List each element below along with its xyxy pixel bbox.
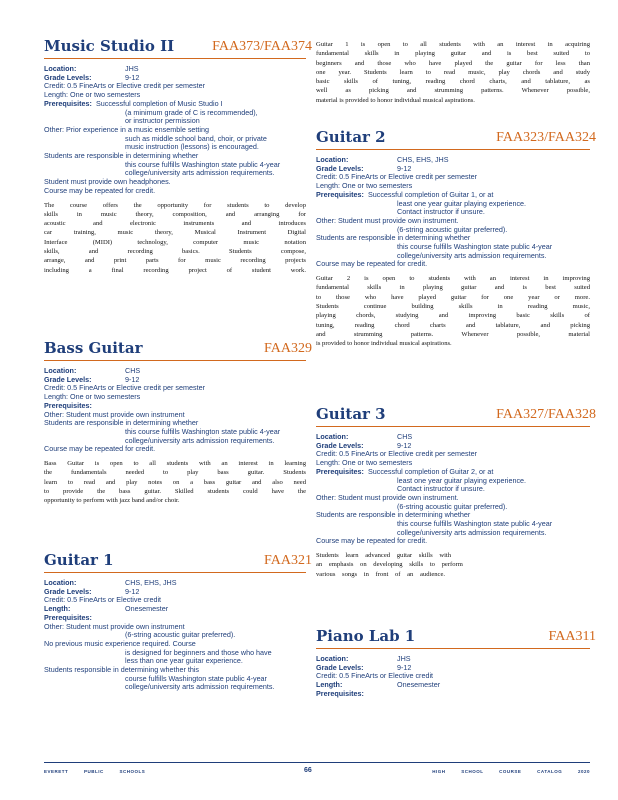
course-code: FAA323/FAA324	[496, 130, 596, 145]
grade-value: 9-12	[125, 586, 140, 596]
course-title: Piano Lab 1	[316, 627, 416, 645]
location-value: JHS	[125, 64, 139, 73]
course-piano-lab-1	[316, 626, 596, 699]
description-line: Students continue building skills in reading music,	[316, 303, 590, 311]
length-label: Length:	[316, 680, 343, 690]
grade-value: 9-12	[125, 374, 140, 384]
credit-line: Credit: 0.5 FineArts or Elective credit per semester	[44, 383, 205, 393]
course-info	[44, 65, 306, 196]
course-code: FAA373/FAA374	[212, 39, 312, 54]
course-code: FAA329	[264, 341, 312, 356]
length-value: Onesemester	[125, 604, 169, 614]
credit-line: Credit: 0.5 FineArts or Elective credit	[316, 671, 434, 681]
description-line: The course offers the opportunity for students to develop	[44, 201, 306, 209]
description-line: and strumming patterns. Whenever possible, material	[316, 330, 590, 338]
repeat-note: Course may be repeated for credit.	[316, 536, 428, 546]
credit-line: Credit: 0.5 FineArts or Elective credit per semester	[316, 172, 477, 182]
location-value: CHS	[397, 432, 413, 441]
location-value: CHS, EHS, JHS	[125, 578, 177, 587]
prereq-line: or instructor permission	[125, 116, 200, 126]
description-line: Guitar 2 is open to students with an interest in improving	[316, 275, 590, 283]
grade-label: Grade Levels:	[316, 662, 364, 672]
location-value: CHS	[125, 366, 141, 375]
other-line: music instruction (lessons) is encouraged.	[125, 142, 259, 152]
description-line: Bass Guitar is open to all students with an interest in learning	[44, 460, 306, 468]
other-line: Other: Prior experience in a music ensemble setting	[44, 124, 209, 134]
description-line: arrange, and print parts for music recording projects	[44, 257, 306, 265]
course-title: Bass Guitar	[44, 339, 143, 357]
description-line: to provide the bass guitar. Skilled students could have the	[44, 487, 306, 495]
prereq-label: Prerequisites:	[316, 189, 364, 199]
course-code: FAA311	[548, 629, 596, 644]
course-title: Guitar 1	[44, 551, 114, 569]
responsibility-line: college/university arts admission requirements.	[125, 168, 275, 178]
prereq-label: Prerequisites:	[44, 98, 92, 108]
course-code: FAA327/FAA328	[496, 407, 596, 422]
responsibility-line: this course fulfills Washington state public 4-year	[397, 242, 553, 252]
prereq-line: Contact instructor if unsure.	[397, 207, 485, 217]
other-line: Other: Student must provide own instrument.	[316, 215, 459, 225]
course-info	[316, 655, 590, 699]
repeat-note: Course may be repeated for credit.	[44, 185, 156, 195]
length-label: Length:	[44, 604, 71, 614]
description-line: fundamental skills in playing guitar and is best suited to	[316, 50, 590, 58]
responsibility-line: this course fulfills Washington state public 4-year	[125, 426, 281, 436]
other-line: (6-string acoustic guitar preferred).	[397, 224, 508, 234]
responsibility-line: this course fulfills Washington state public 4-year	[397, 519, 553, 529]
prereq-label: Prerequisites:	[316, 466, 364, 476]
description-line: Students learn advanced guitar skills with	[316, 552, 452, 560]
length-value: Onesemester	[397, 680, 441, 690]
responsibility-line: college/university arts admission requirements.	[397, 250, 547, 260]
location-label: Location:	[44, 366, 77, 375]
prereq-line: Contact instructor if unsure.	[397, 484, 485, 494]
credit-line: Credit: 0.5 FineArts or Elective credit	[44, 595, 162, 605]
description-line: various songs in front of an audience.	[316, 570, 446, 578]
grade-value: 9-12	[397, 662, 412, 672]
responsibility-line: college/university arts admission requirements.	[125, 682, 275, 692]
prereq-line: least one year guitar playing experience.	[397, 198, 527, 208]
description-line: Guitar 1 is open to all students with an interest in acquiring	[316, 41, 590, 48]
description-line: beginners and those who have played the guitar for less than	[316, 59, 590, 67]
other-line: Other: Student must provide own instrument	[44, 409, 185, 419]
course-header	[316, 127, 596, 150]
responsibility-line: Students are responsible in determining whether	[44, 151, 199, 161]
other-line: (6-string acoustic guitar preferred).	[397, 501, 508, 511]
length-line: Length: One or two semesters	[316, 181, 413, 191]
footer-district: EVERETT PUBLIC SCHOOLS	[44, 769, 146, 774]
location-label: Location:	[316, 432, 349, 441]
responsibility-line: course fulfills Washington state public 4-year	[125, 673, 267, 683]
description-line: tuning, reading chord charts and tablature, and picking	[316, 321, 590, 329]
repeat-note: Course may be repeated for credit.	[44, 444, 156, 454]
course-description	[316, 551, 590, 579]
grade-label: Grade Levels:	[44, 374, 92, 384]
location-label: Location:	[44, 64, 77, 73]
course-header	[44, 338, 312, 361]
course-info	[44, 367, 306, 454]
description-line: skills in music theory, composition, and arranging for	[44, 210, 306, 218]
description-line: acoustic and electronic instruments and introduces	[44, 220, 306, 228]
description-line: well as picking and strumming patterns. Whenever possible,	[316, 87, 590, 95]
course-title: Guitar 2	[316, 128, 386, 146]
description-line: Interface (MIDI) technology, computer music notation	[44, 238, 306, 246]
description-line: opportunity to perform with jazz band and/or choir.	[44, 497, 180, 505]
other-line: (6-string acoustic guitar preferred).	[125, 630, 236, 640]
description-line: learn to read and play notes on a bass guitar and also need	[44, 478, 306, 486]
experience-line: No previous music experience required. Course	[44, 638, 196, 648]
course-header	[316, 404, 596, 427]
prereq-value: Successful completion of Music Studio I	[95, 98, 223, 108]
description-line: material is provided to honor individual musical aspirations.	[316, 96, 475, 104]
description-line: skills, and recording basics. Students compose,	[44, 248, 306, 256]
description-line: fundamental skills in playing guitar and is best suited	[316, 284, 590, 292]
responsibility-line: Students are responsible in determining whether	[316, 510, 471, 520]
course-info	[316, 156, 590, 269]
prereq-value: Successful completion of Guitar 2, or at	[367, 466, 494, 476]
location-label: Location:	[44, 578, 77, 587]
description-line: basic skills of tuning, reading chord charts, and tablature, as	[316, 78, 590, 86]
grade-label: Grade Levels:	[316, 440, 364, 450]
course-guitar-1	[44, 550, 312, 692]
length-line: Length: One or two semesters	[44, 392, 141, 402]
headphones-note: Student must provide own headphones.	[44, 177, 171, 187]
course-header	[44, 550, 312, 573]
grade-label: Grade Levels:	[44, 586, 92, 596]
course-description	[44, 459, 306, 505]
description-line: an emphasis on developing skills to perform	[316, 561, 463, 569]
repeat-note: Course may be repeated for credit.	[316, 259, 428, 269]
credit-line: Credit: 0.5 FineArts or Elective credit per semester	[316, 449, 477, 459]
credit-line: Credit: 0.5 FineArts or Elective credit per semester	[44, 81, 205, 91]
course-description	[44, 201, 306, 275]
course-description	[316, 40, 590, 105]
experience-line: less than one year guitar experience.	[125, 656, 243, 666]
course-title: Guitar 3	[316, 405, 386, 423]
course-bass-guitar	[44, 338, 312, 506]
prereq-line: least one year guitar playing experience.	[397, 475, 527, 485]
course-guitar-2	[316, 127, 596, 349]
course-title: Music Studio II	[44, 37, 175, 55]
description-line: the fundamentals needed to play bass guitar. Students	[44, 469, 306, 477]
course-header	[44, 36, 312, 59]
course-info	[44, 579, 306, 692]
description-line: to those who have played guitar for one year or more.	[316, 293, 590, 301]
responsibility-line: college/university arts admission requirements.	[125, 435, 275, 445]
prereq-label: Prerequisites:	[44, 612, 92, 622]
location-value: CHS, EHS, JHS	[397, 155, 449, 164]
prereq-label: Prerequisites:	[316, 688, 364, 698]
page-footer	[44, 762, 590, 783]
responsibility-line: Students are responsible in determining whether	[316, 233, 471, 243]
course-music-studio-2	[44, 36, 312, 275]
responsibility-line: college/university arts admission requirements.	[397, 527, 547, 537]
location-value: JHS	[397, 654, 411, 663]
course-info	[316, 433, 590, 546]
footer-catalog: HIGH SCHOOL COURSE CATALOG 2020	[432, 769, 590, 774]
other-line: Other: Student must provide own instrument	[44, 621, 185, 631]
description-line: is provided to honor individual musical aspirations.	[316, 340, 452, 348]
length-line: Length: One or two semesters	[316, 458, 413, 468]
responsibility-line: this course fulfills Washington state public 4-year	[125, 159, 281, 169]
course-guitar-3	[316, 404, 596, 579]
responsibility-line: Students responsible in determining whether this	[44, 665, 200, 675]
grade-value: 9-12	[397, 163, 412, 173]
prereq-label: Prerequisites:	[44, 400, 92, 410]
grade-value: 9-12	[397, 440, 412, 450]
grade-value: 9-12	[125, 72, 140, 82]
description-line: one year. Students learn to read music, play chords and study	[316, 68, 590, 76]
other-line: such as middle school band, choir, or private	[125, 133, 267, 143]
description-line: car training, music theory, Musical Instrument Digital	[44, 229, 306, 237]
length-line: Length: One or two semesters	[44, 90, 141, 100]
course-description	[316, 274, 590, 348]
course-guitar-1-continued	[316, 40, 590, 105]
responsibility-line: Students are responsible in determining whether	[44, 418, 199, 428]
experience-line: is designed for beginners and those who have	[125, 647, 272, 657]
prereq-line: (a minimum grade of C is recommended),	[125, 107, 258, 117]
location-label: Location:	[316, 155, 349, 164]
grade-label: Grade Levels:	[316, 163, 364, 173]
page-number: 66	[304, 767, 312, 774]
location-label: Location:	[316, 654, 349, 663]
description-line: playing chords, studying and improving basic skills of	[316, 312, 590, 320]
grade-label: Grade Levels:	[44, 72, 92, 82]
description-line: including a final recording project of student work.	[44, 266, 306, 274]
course-header	[316, 626, 596, 649]
course-code: FAA321	[264, 553, 312, 568]
other-line: Other: Student must provide own instrument.	[316, 492, 459, 502]
prereq-value: Successful completion of Guitar 1, or at	[367, 189, 494, 199]
